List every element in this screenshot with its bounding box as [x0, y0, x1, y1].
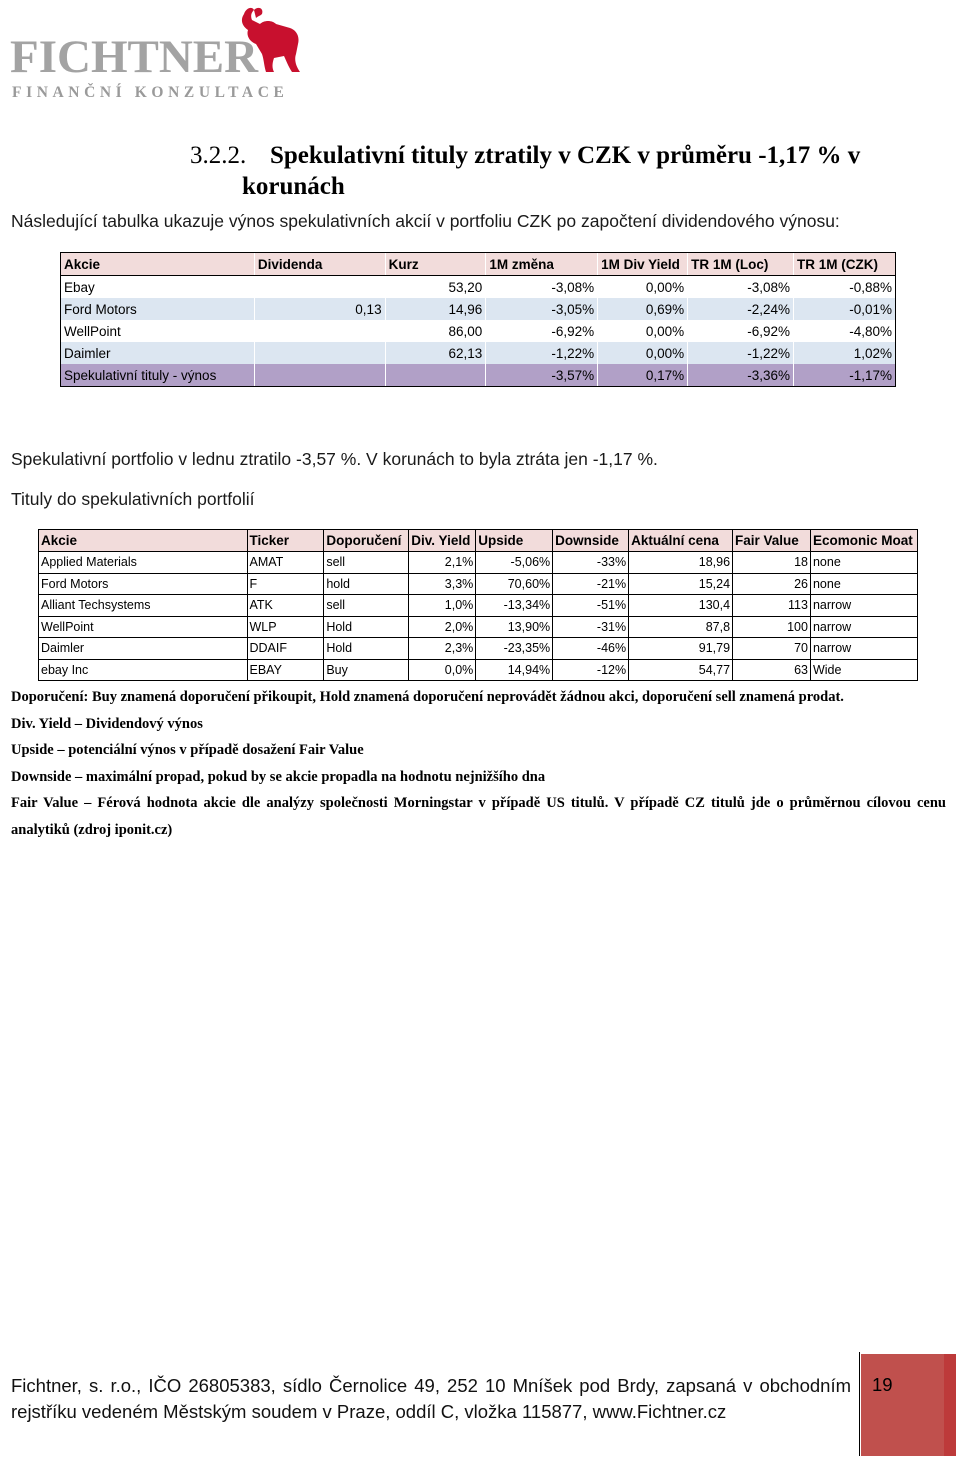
table-cell: narrow	[810, 638, 917, 660]
bull-icon	[238, 6, 302, 76]
note-recommendation: Doporučení: Buy znamená doporučení přikoupit, Hold znamená doporučení neprovádět žádnou akci, doporučení sell znamená prodat.	[11, 689, 844, 705]
table-cell: -2,24%	[688, 298, 794, 320]
table-cell: 0,13	[254, 298, 385, 320]
table-cell: 53,20	[385, 276, 486, 299]
table-cell: -3,57%	[486, 364, 598, 387]
table-row	[61, 276, 896, 299]
table-row	[39, 659, 918, 681]
subsection-title: Tituly do spekulativních portfolií	[11, 489, 255, 509]
table-cell: 1,0%	[409, 595, 476, 617]
table-cell: none	[810, 552, 917, 574]
note-upside: Upside – potenciální výnos v případě dosažení Fair Value	[11, 742, 364, 758]
table-cell: 130,4	[629, 595, 733, 617]
table-cell: -13,34%	[476, 595, 553, 617]
col-header: Doporučení	[324, 530, 409, 552]
table-cell: 87,8	[629, 616, 733, 638]
table-cell: 63	[733, 659, 811, 681]
page-number-box	[861, 1354, 956, 1456]
table-cell: WellPoint	[61, 320, 255, 342]
note-div-yield: Div. Yield – Dividendový výnos	[11, 715, 203, 732]
col-header: TR 1M (Loc)	[688, 253, 794, 276]
table-cell	[254, 320, 385, 342]
table-row	[39, 616, 918, 638]
table-cell: 0,00%	[598, 276, 688, 299]
table-cell: 13,90%	[476, 616, 553, 638]
table-cell: -6,92%	[688, 320, 794, 342]
col-header: Akcie	[61, 253, 255, 276]
col-header: Akcie	[39, 530, 248, 552]
table-cell: sell	[324, 595, 409, 617]
footer-divider	[0, 1352, 859, 1353]
table-row	[61, 342, 896, 364]
footer-vertical-rule	[859, 1352, 860, 1456]
table-cell: 18	[733, 552, 811, 574]
col-header: TR 1M (CZK)	[794, 253, 896, 276]
section-heading	[190, 140, 950, 202]
company-logo	[10, 4, 310, 104]
col-header: Aktuální cena	[629, 530, 733, 552]
table-cell: 70	[733, 638, 811, 660]
table-cell: narrow	[810, 616, 917, 638]
table-cell: -1,22%	[688, 342, 794, 364]
table-row	[39, 638, 918, 660]
table-row	[39, 552, 918, 574]
table-total-row	[61, 364, 896, 387]
footer-text: Fichtner, s. r.o., IČO 26805383, sídlo Černolice 49, 252 10 Mníšek pod Brdy, zapsaná v obchodním rejstříku vedeném Městským soudem v Praze, oddíl C, vložka 115877, www.Fichtner.cz	[11, 1375, 851, 1422]
table-cell: 0,17%	[598, 364, 688, 387]
intro-paragraph: Následující tabulka ukazuje výnos spekulativních akcií v portfoliu CZK po započtení dividendového výnosu:	[11, 211, 840, 231]
table-cell: -12%	[553, 659, 629, 681]
table-cell: Daimler	[39, 638, 248, 660]
table-row	[61, 298, 896, 320]
table-cell: 86,00	[385, 320, 486, 342]
summary-paragraph: Spekulativní portfolio v lednu ztratilo -3,57 %. V korunách to byla ztráta jen -1,17 %.	[11, 449, 658, 469]
notes-section	[11, 684, 946, 844]
table-cell: -31%	[553, 616, 629, 638]
table-cell: 2,0%	[409, 616, 476, 638]
table-cell: Hold	[324, 638, 409, 660]
table-cell: DDAIF	[247, 638, 324, 660]
page-number: 19	[872, 1374, 893, 1395]
table-cell: 14,96	[385, 298, 486, 320]
col-header: Downside	[553, 530, 629, 552]
table-cell: Buy	[324, 659, 409, 681]
table-cell: 2,3%	[409, 638, 476, 660]
table-cell: Daimler	[61, 342, 255, 364]
col-header: Fair Value	[733, 530, 811, 552]
table-cell: WellPoint	[39, 616, 248, 638]
table-cell: 15,24	[629, 573, 733, 595]
col-header: Div. Yield	[409, 530, 476, 552]
table-cell: -3,08%	[688, 276, 794, 299]
table-cell: -1,22%	[486, 342, 598, 364]
table-cell: -0,88%	[794, 276, 896, 299]
note-downside: Downside – maximální propad, pokud by se akcie propadla na hodnotu nejnižšího dna	[11, 768, 546, 785]
table-row	[61, 320, 896, 342]
table-cell: 14,94%	[476, 659, 553, 681]
table-cell: -46%	[553, 638, 629, 660]
table-cell	[254, 276, 385, 299]
table-cell: -0,01%	[794, 298, 896, 320]
table-cell	[385, 364, 486, 387]
table-cell: -3,36%	[688, 364, 794, 387]
col-header: Ticker	[247, 530, 324, 552]
col-header: Ecomonic Moat	[810, 530, 917, 552]
table-cell: AMAT	[247, 552, 324, 574]
table-header-row	[39, 530, 918, 552]
note-fair-value: Fair Value – Férová hodnota akcie dle analýzy společnosti Morningstar v případě US titulů. V případě CZ titulů jde o průměrnou cílovou cenu analytiků (zdroj iponit.cz)	[11, 795, 946, 838]
table-cell: narrow	[810, 595, 917, 617]
table-cell	[254, 342, 385, 364]
col-header: 1M změna	[486, 253, 598, 276]
section-number: 3.2.2.	[190, 142, 247, 169]
table-cell: Applied Materials	[39, 552, 248, 574]
table-cell: -51%	[553, 595, 629, 617]
table-cell: 2,1%	[409, 552, 476, 574]
col-header: Kurz	[385, 253, 486, 276]
page-number-box-fill	[861, 1354, 944, 1456]
heading-line-1: Spekulativní tituly ztratily v CZK v průměru -1,17 % v	[270, 142, 861, 169]
table-cell: -33%	[553, 552, 629, 574]
table-cell: 1,02%	[794, 342, 896, 364]
table-cell: -4,80%	[794, 320, 896, 342]
table-cell: -21%	[553, 573, 629, 595]
table-cell: Ebay	[61, 276, 255, 299]
table-cell: sell	[324, 552, 409, 574]
recommendations-table	[38, 529, 918, 681]
table-cell	[254, 364, 385, 387]
table-cell: Spekulativní tituly - výnos	[61, 364, 255, 387]
table-cell: Alliant Techsystems	[39, 595, 248, 617]
table-cell: 62,13	[385, 342, 486, 364]
table-cell: 26	[733, 573, 811, 595]
table-cell: 54,77	[629, 659, 733, 681]
table-cell: Hold	[324, 616, 409, 638]
table-cell: 0,00%	[598, 320, 688, 342]
table-cell: ebay Inc	[39, 659, 248, 681]
col-header: Upside	[476, 530, 553, 552]
table-cell: Ford Motors	[39, 573, 248, 595]
table-cell: 18,96	[629, 552, 733, 574]
table-cell: -3,05%	[486, 298, 598, 320]
table-cell: EBAY	[247, 659, 324, 681]
heading-line-2: korunách	[242, 173, 345, 200]
table-cell: ATK	[247, 595, 324, 617]
table-cell: none	[810, 573, 917, 595]
col-header: Dividenda	[254, 253, 385, 276]
table-cell: 91,79	[629, 638, 733, 660]
table-cell: -5,06%	[476, 552, 553, 574]
table-header-row	[61, 253, 896, 276]
logo-wordmark: FICHTNER	[10, 31, 259, 83]
table-cell: 0,69%	[598, 298, 688, 320]
table-cell: -3,08%	[486, 276, 598, 299]
table-cell: 70,60%	[476, 573, 553, 595]
table-cell: 0,0%	[409, 659, 476, 681]
table-cell: 113	[733, 595, 811, 617]
table-cell: WLP	[247, 616, 324, 638]
table-cell: 100	[733, 616, 811, 638]
table-cell: 3,3%	[409, 573, 476, 595]
table-cell: hold	[324, 573, 409, 595]
table-row	[39, 573, 918, 595]
table-cell: F	[247, 573, 324, 595]
table-row	[39, 595, 918, 617]
table-cell: Ford Motors	[61, 298, 255, 320]
table-cell: -1,17%	[794, 364, 896, 387]
col-header: 1M Div Yield	[598, 253, 688, 276]
table-cell: 0,00%	[598, 342, 688, 364]
table-cell: -6,92%	[486, 320, 598, 342]
table-cell: Wide	[810, 659, 917, 681]
table-cell: -23,35%	[476, 638, 553, 660]
returns-table	[60, 252, 896, 387]
logo-subtitle: FINANČNÍ KONZULTACE	[12, 84, 289, 101]
